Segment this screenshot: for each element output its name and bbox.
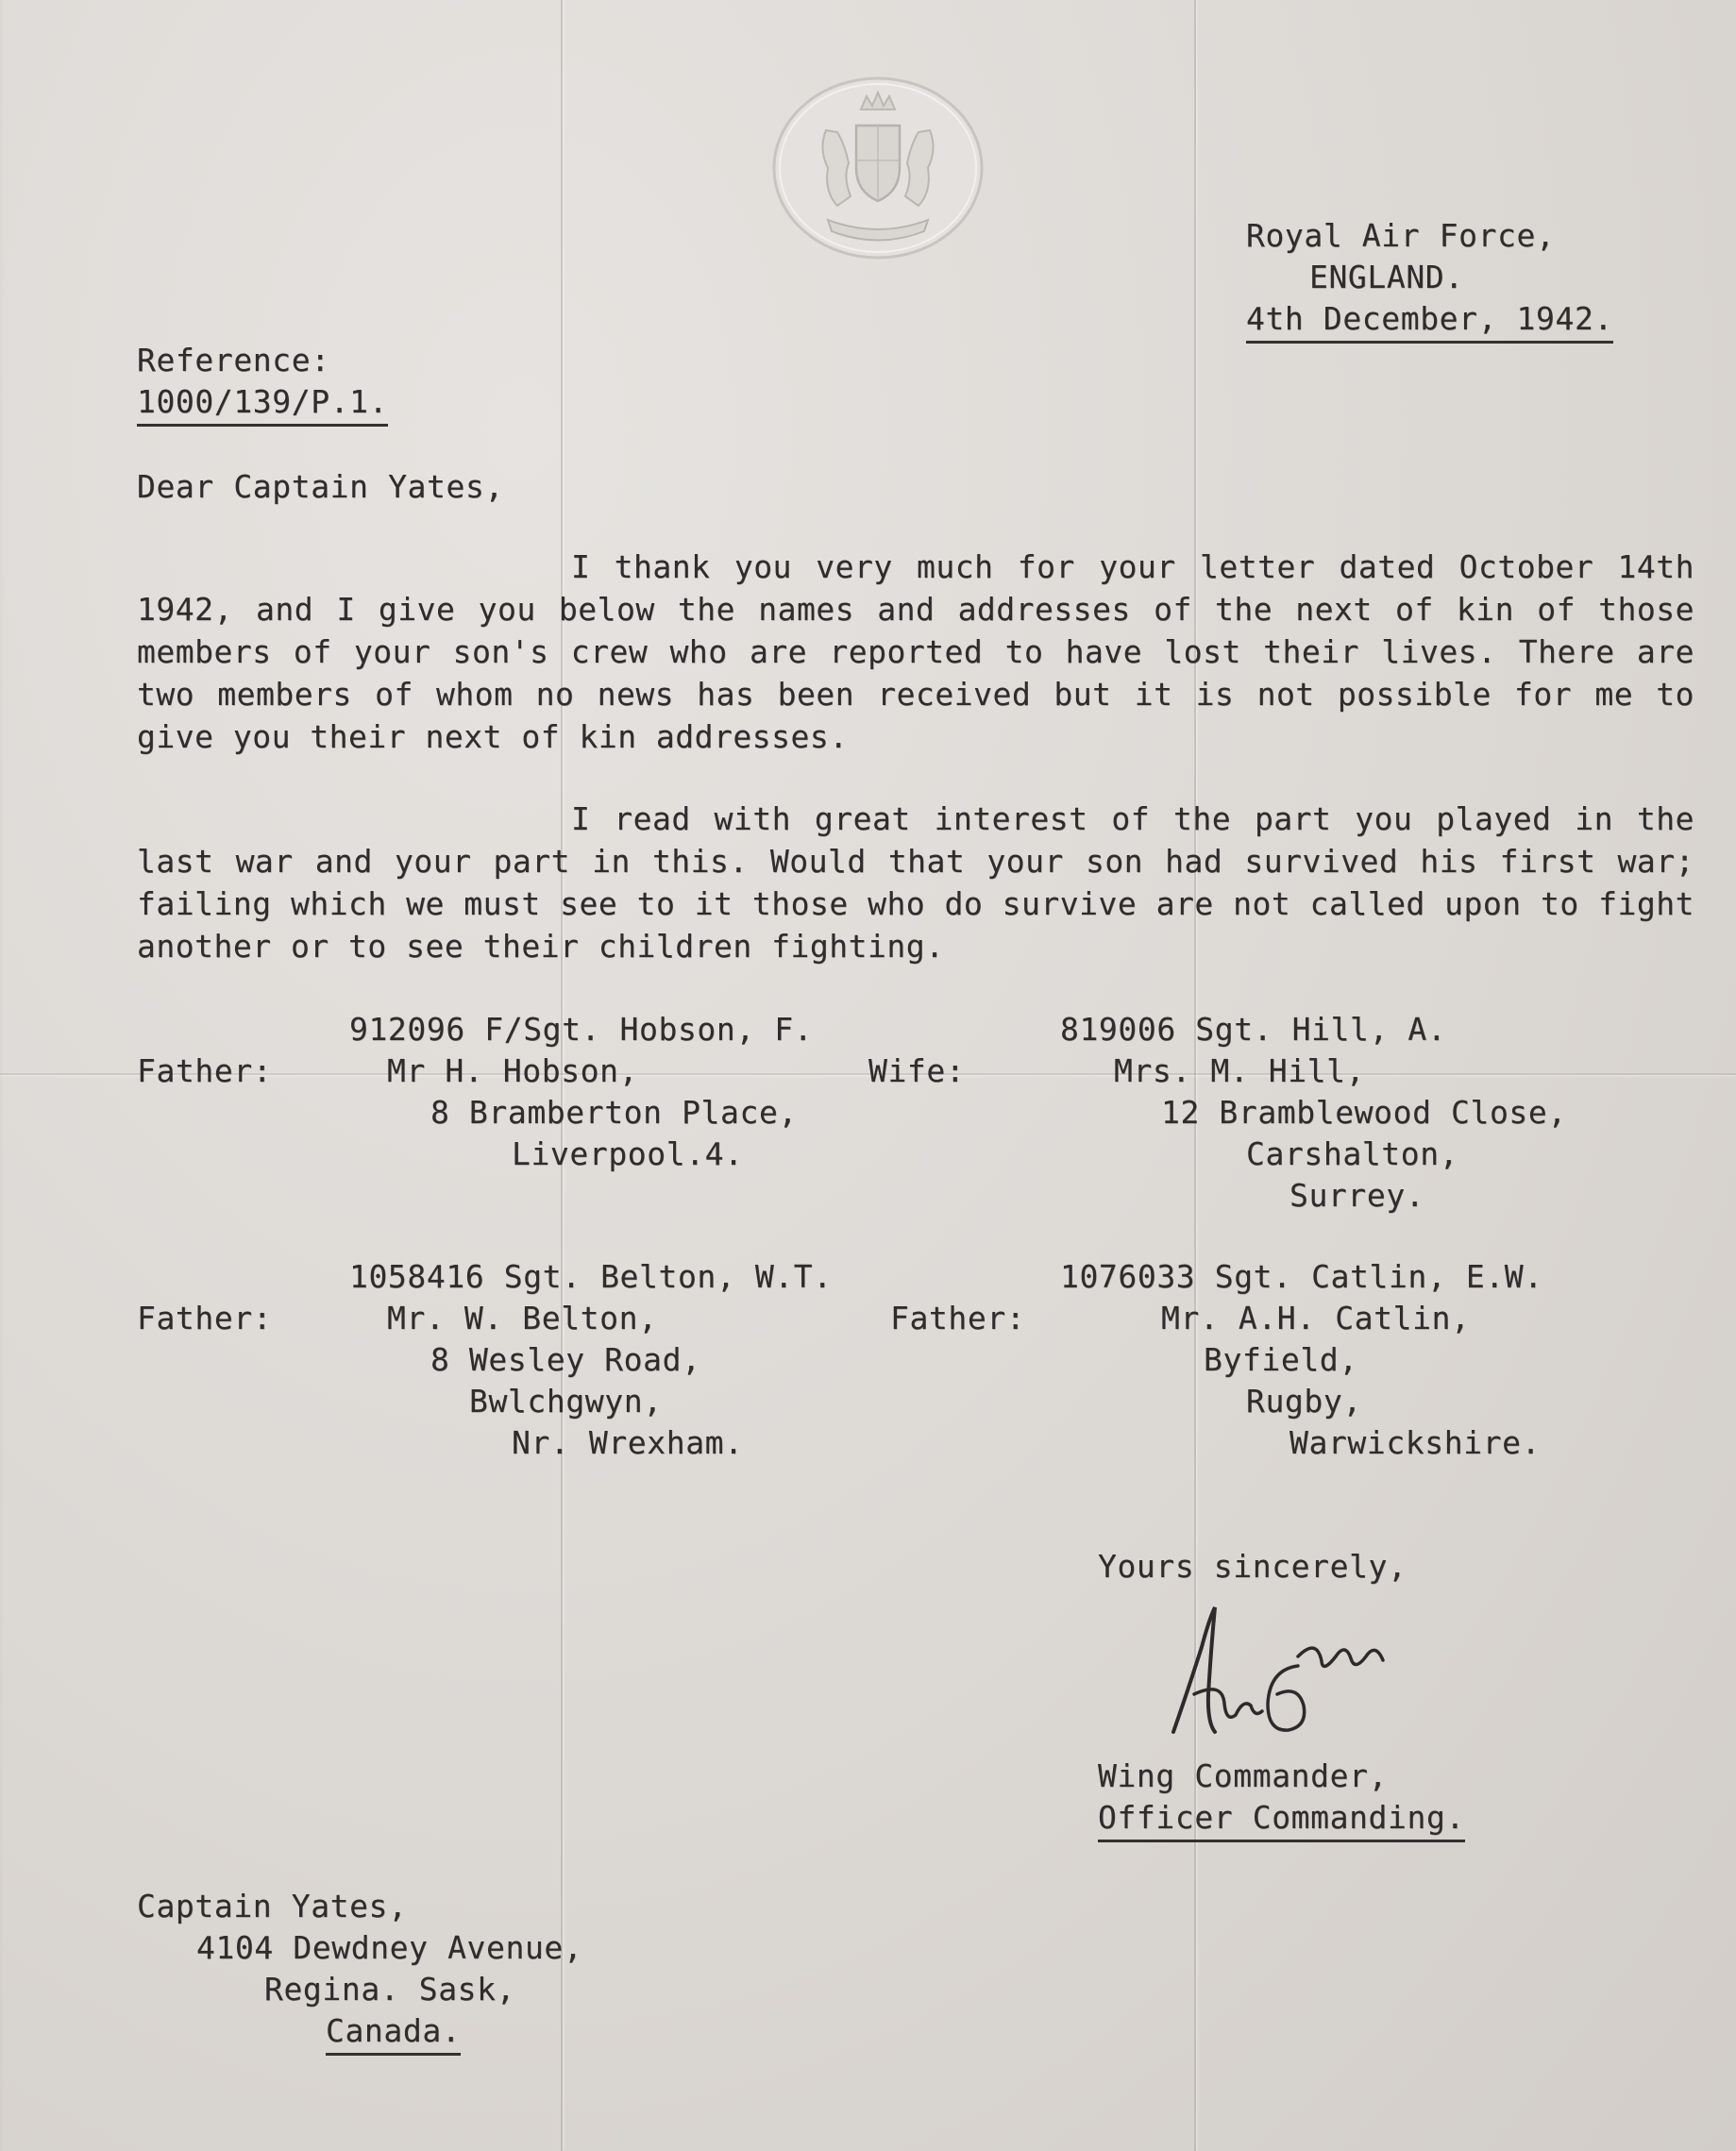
kin-address-line: Liverpool.4.: [512, 1135, 744, 1172]
letter-date: 4th December, 1942.: [1246, 298, 1613, 344]
kin-address-line: Bwlchgwyn,: [469, 1383, 663, 1420]
sender-organisation: Royal Air Force,: [1246, 217, 1556, 254]
kin-address-line: Rugby,: [1246, 1383, 1362, 1420]
kin-address-line: 12 Bramblewood Close,: [1161, 1094, 1567, 1131]
valediction: Yours sincerely,: [1098, 1548, 1407, 1585]
reference-label: Reference:: [137, 342, 330, 378]
kin-name: Mr H. Hobson,: [387, 1052, 639, 1089]
kin-name: Mrs. M. Hill,: [1114, 1052, 1366, 1089]
embossed-crest-icon: [769, 74, 986, 262]
kin-address-line: Nr. Wrexham.: [512, 1424, 744, 1461]
kin-relation: Father:: [137, 1300, 273, 1336]
crew-service-line: 912096 F/Sgt. Hobson, F.: [349, 1011, 814, 1048]
crew-service-line: 819006 Sgt. Hill, A.: [1060, 1011, 1447, 1048]
body-paragraph-2-text: I read with great interest of the part you played in the last war and your part in this. Would that your son had survived his first war; failing which we must see to it those who do survive are not called upon to fight another or to see their children fighting.: [137, 800, 1694, 965]
body-paragraph-1-text: I thank you very much for your letter dated October 14th 1942, and I give you below the names and addresses of the next of kin of those members of your son's crew who are reported to have lost their lives. There are two members of whom no news has been received but it is not possible for me to give you their next of kin addresses.: [137, 548, 1694, 755]
recipient-city: Regina. Sask,: [264, 1971, 516, 2008]
body-paragraph-2: [137, 798, 1694, 967]
reference-number: 1000/139/P.1.: [137, 381, 388, 427]
kin-name: Mr. A.H. Catlin,: [1161, 1300, 1471, 1336]
signatory-rank: Wing Commander,: [1098, 1757, 1389, 1794]
signature-icon: [1156, 1590, 1402, 1751]
kin-relation: Father:: [890, 1300, 1026, 1336]
crew-service-line: 1076033 Sgt. Catlin, E.W.: [1060, 1258, 1543, 1295]
body-paragraph-1: [137, 546, 1694, 758]
kin-address-line: 8 Bramberton Place,: [430, 1094, 798, 1131]
crew-service-line: 1058416 Sgt. Belton, W.T.: [349, 1258, 833, 1295]
recipient-name: Captain Yates,: [137, 1888, 408, 1924]
sender-country: ENGLAND.: [1309, 259, 1464, 295]
kin-address-line: Surrey.: [1289, 1177, 1425, 1214]
recipient-street: 4104 Dewdney Avenue,: [196, 1929, 583, 1966]
kin-address-line: Warwickshire.: [1289, 1424, 1542, 1461]
kin-address-line: Byfield,: [1204, 1341, 1358, 1378]
kin-name: Mr. W. Belton,: [387, 1300, 658, 1336]
signatory-title: Officer Commanding.: [1098, 1797, 1465, 1842]
kin-relation: Wife:: [868, 1052, 966, 1089]
kin-relation: Father:: [137, 1052, 273, 1089]
kin-address-line: Carshalton,: [1246, 1135, 1459, 1172]
salutation: Dear Captain Yates,: [137, 468, 504, 505]
kin-address-line: 8 Wesley Road,: [430, 1341, 701, 1378]
recipient-country: Canada.: [326, 2010, 461, 2056]
